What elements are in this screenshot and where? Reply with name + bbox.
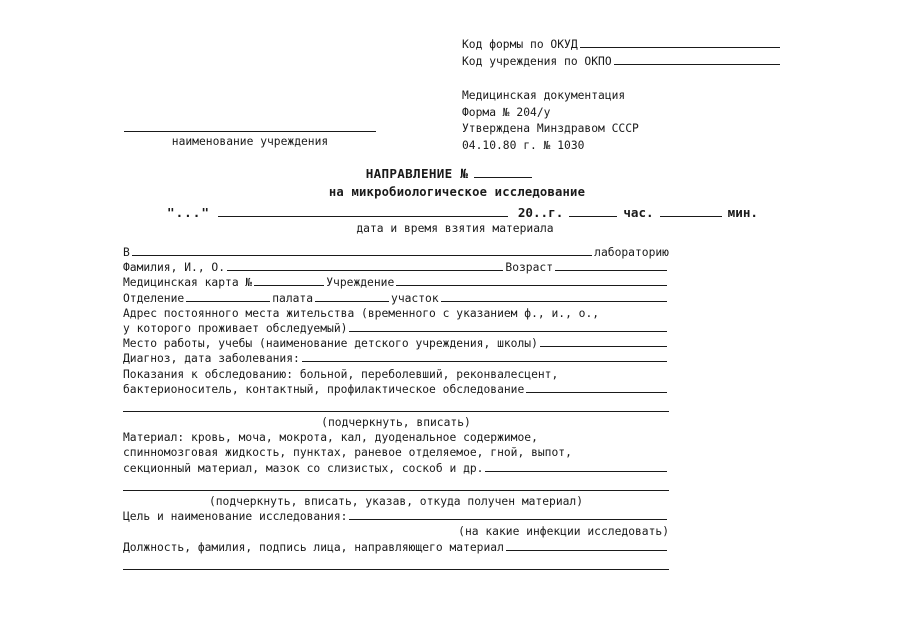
diagnosis-row [123, 351, 669, 366]
material-input[interactable] [485, 461, 667, 472]
institution-caption: наименование учреждения [171, 135, 329, 148]
okpo-label: Код учреждения по ОКПО [462, 55, 612, 68]
title-block [0, 166, 900, 235]
address-line-2-row [123, 321, 669, 336]
indications-line-2-label: бактерионоситель, контактный, профилактическое обследование [123, 382, 525, 396]
workplace-row [123, 336, 669, 351]
material-extra-rule [123, 490, 669, 491]
hour-label: час. [623, 205, 654, 220]
indications-caption: (подчеркнуть, вписать) [321, 416, 471, 430]
indications-line-1: Показания к обследованию: больной, переболевший, реконвалесцент, [123, 367, 559, 381]
address-line-1: Адрес постоянного места жительства (временного с указанием ф., и., о., [123, 306, 600, 320]
medical-card-input[interactable] [254, 276, 324, 287]
patient-age-label: Возраст [505, 261, 553, 275]
document-meta [462, 88, 639, 154]
doc-meta-line-2: Утверждена Минздравом СССР [462, 122, 639, 135]
form-title [0, 166, 900, 181]
address-input[interactable] [349, 321, 667, 332]
medical-card-row [123, 275, 669, 290]
sampling-datetime-row [0, 205, 900, 220]
date-quote-marks: "..." [167, 205, 210, 220]
ward-input[interactable] [315, 291, 389, 302]
patient-name-input[interactable] [227, 261, 503, 272]
indications-input[interactable] [526, 382, 667, 393]
sender-extra-rule [123, 569, 669, 570]
material-line-3-row [123, 461, 669, 476]
institution-input[interactable] [124, 131, 376, 132]
plot-label: участок [391, 291, 439, 305]
material-line-3-label: секционный материал, мазок со слизистых, соскоб и др. [123, 461, 484, 475]
okud-label: Код формы по ОКУД [462, 38, 578, 51]
workplace-input[interactable] [540, 337, 667, 348]
department-input[interactable] [186, 291, 270, 302]
department-row [123, 291, 669, 306]
okud-input[interactable] [580, 37, 780, 48]
indications-line-2-row [123, 382, 669, 397]
institution-field [124, 131, 376, 148]
doc-meta-line-0: Медицинская документация [462, 89, 626, 102]
material-line-1: Материал: кровь, моча, мокрота, кал, дуоденальное содержимое, [123, 431, 538, 445]
sampling-hour-input[interactable] [569, 205, 617, 217]
patient-name-label: Фамилия, И., О. [123, 261, 226, 275]
okud-okpo-codes [462, 36, 782, 70]
doc-meta-line-3: 04.10.80 г. № 1030 [462, 138, 585, 152]
diagnosis-label: Диагноз, дата заболевания: [123, 352, 300, 366]
laboratory-prefix: В [123, 246, 130, 259]
material-line-2: спинномозговая жидкость, пунктах, раневое отделяемое, гной, выпот, [123, 446, 572, 460]
address-line-2-label: у которого проживает обследуемый) [123, 321, 348, 335]
indications-extra-rule [123, 411, 669, 412]
institution-name-input[interactable] [396, 276, 667, 287]
ward-label: палата [272, 291, 314, 305]
doc-meta-line-1: Форма № 204/у [462, 105, 551, 119]
patient-age-input[interactable] [555, 261, 667, 272]
form-subtitle: на микробиологическое исследование [328, 185, 586, 199]
sender-row [123, 540, 669, 555]
form-title-text: НАПРАВЛЕНИЕ № [365, 166, 469, 181]
sampling-date-input[interactable] [218, 205, 508, 217]
medical-card-label: Медицинская карта № [123, 276, 253, 290]
department-label: Отделение [123, 291, 185, 305]
sender-extra-line[interactable] [123, 555, 669, 573]
purpose-row [123, 509, 669, 524]
laboratory-row [123, 245, 669, 260]
material-extra-line[interactable] [123, 476, 669, 494]
material-source-caption: (подчеркнуть, вписать, указав, откуда получен материал) [208, 495, 584, 508]
laboratory-input[interactable] [132, 245, 592, 256]
purpose-input[interactable] [349, 510, 667, 521]
workplace-label: Место работы, учебы (наименование детского учреждения, школы) [123, 337, 538, 351]
okpo-input[interactable] [614, 54, 780, 65]
code-row-okud [462, 36, 782, 53]
diagnosis-input[interactable] [302, 352, 667, 363]
form-body [123, 245, 669, 573]
laboratory-suffix: лабораторию [594, 246, 669, 259]
sender-label: Должность, фамилия, подпись лица, направляющего материал [123, 540, 504, 554]
patient-name-row [123, 260, 669, 275]
referral-number-input[interactable] [474, 166, 532, 178]
plot-input[interactable] [441, 291, 667, 302]
indications-extra-line[interactable] [123, 397, 669, 415]
sender-input[interactable] [506, 540, 667, 551]
year-label: 20..г. [517, 205, 564, 220]
purpose-label: Цель и наименование исследования: [123, 510, 348, 524]
sampling-datetime-caption: дата и время взятия материала [356, 222, 554, 235]
infections-caption: (на какие инфекции исследовать) [458, 525, 669, 539]
code-row-okpo [462, 53, 782, 70]
sampling-minute-input[interactable] [660, 205, 722, 217]
minute-label: мин. [727, 205, 758, 220]
institution-field-label: Учреждение [326, 276, 395, 290]
